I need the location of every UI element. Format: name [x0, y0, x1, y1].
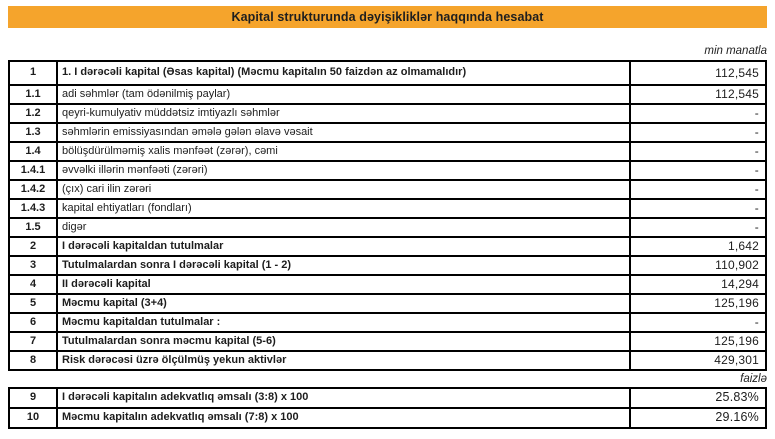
row-value-cell: 1,642	[630, 237, 766, 256]
row-number-cell: 9	[9, 388, 57, 408]
row-label-cell: əvvəlki illərin mənfəəti (zərəri)	[57, 161, 630, 180]
row-label-cell: digər	[57, 218, 630, 237]
row-number-cell: 1.4.3	[9, 199, 57, 218]
table-row	[9, 218, 766, 237]
row-number-cell: 7	[9, 332, 57, 351]
row-number-cell: 3	[9, 256, 57, 275]
row-value-cell: 112,545	[630, 85, 766, 104]
row-value-cell: -	[630, 199, 766, 218]
table-row	[9, 199, 766, 218]
row-label-cell: I dərəcəli kapitalın adekvatlıq əmsalı (3:8) x 100	[57, 388, 630, 408]
report-title-bar	[8, 6, 767, 28]
row-label-cell: Məcmu kapital (3+4)	[57, 294, 630, 313]
table-row	[9, 104, 766, 123]
row-number-cell: 1.4	[9, 142, 57, 161]
row-label-cell: Tutulmalardan sonra məcmu kapital (5-6)	[57, 332, 630, 351]
table-row	[9, 237, 766, 256]
row-number-cell: 10	[9, 408, 57, 428]
row-number-cell: 1.3	[9, 123, 57, 142]
table-row	[9, 294, 766, 313]
row-number-cell: 1.4.1	[9, 161, 57, 180]
row-value-cell: 125,196	[630, 294, 766, 313]
row-label-cell: kapital ehtiyatları (fondları)	[57, 199, 630, 218]
row-number-cell: 8	[9, 351, 57, 370]
row-label-cell: Məcmu kapitalın adekvatlıq əmsalı (7:8) x 100	[57, 408, 630, 428]
row-label-cell: səhmlərin emissiyasından əmələ gələn əlavə vəsait	[57, 123, 630, 142]
row-value-cell: 110,902	[630, 256, 766, 275]
table-row	[9, 275, 766, 294]
table-row	[9, 142, 766, 161]
row-number-cell: 1.4.2	[9, 180, 57, 199]
table-row	[9, 180, 766, 199]
table-row	[9, 388, 766, 408]
row-value-cell: -	[630, 142, 766, 161]
table-row	[9, 161, 766, 180]
table-row	[9, 61, 766, 85]
row-label-cell: adi səhmlər (tam ödənilmiş paylar)	[57, 85, 630, 104]
row-value-cell: 14,294	[630, 275, 766, 294]
row-value-cell: -	[630, 123, 766, 142]
row-label-cell: I dərəcəli kapitaldan tutulmalar	[57, 237, 630, 256]
row-label-cell: qeyri-kumulyativ müddətsiz imtiyazlı səhmlər	[57, 104, 630, 123]
row-label-cell: Tutulmalardan sonra I dərəcəli kapital (1 - 2)	[57, 256, 630, 275]
page-title: Kapital strukturunda dəyişikliklər haqqında hesabat	[231, 10, 544, 24]
capital-table	[8, 60, 767, 371]
table-row	[9, 85, 766, 104]
row-value-cell: 112,545	[630, 61, 766, 85]
row-number-cell: 1.1	[9, 85, 57, 104]
table-row	[9, 313, 766, 332]
row-value-cell: -	[630, 161, 766, 180]
row-number-cell: 4	[9, 275, 57, 294]
row-number-cell: 1.2	[9, 104, 57, 123]
row-value-cell: 429,301	[630, 351, 766, 370]
row-value-cell: -	[630, 180, 766, 199]
ratio-table	[8, 387, 767, 429]
row-label-cell: II dərəcəli kapital	[57, 275, 630, 294]
row-number-cell: 1	[9, 61, 57, 85]
table-row	[9, 408, 766, 428]
row-value-cell: 29.16%	[630, 408, 766, 428]
unit-note-faizle: faizlə	[740, 373, 767, 385]
table-row	[9, 332, 766, 351]
row-value-cell: -	[630, 218, 766, 237]
row-label-cell: bölüşdürülməmiş xalis mənfəət (zərər), cəmi	[57, 142, 630, 161]
row-value-cell: 25.83%	[630, 388, 766, 408]
row-number-cell: 6	[9, 313, 57, 332]
table-row	[9, 256, 766, 275]
row-number-cell: 5	[9, 294, 57, 313]
row-number-cell: 1.5	[9, 218, 57, 237]
row-number-cell: 2	[9, 237, 57, 256]
row-label-cell: 1. I dərəcəli kapital (Əsas kapital) (Məcmu kapitalın 50 faizdən az olmamalıdır)	[57, 61, 630, 85]
row-value-cell: -	[630, 313, 766, 332]
unit-note-min-manatla: min manatla	[704, 45, 767, 57]
table-row	[9, 351, 766, 370]
table-row	[9, 123, 766, 142]
row-label-cell: (çıx) cari ilin zərəri	[57, 180, 630, 199]
row-label-cell: Məcmu kapitaldan tutulmalar :	[57, 313, 630, 332]
row-value-cell: -	[630, 104, 766, 123]
row-label-cell: Risk dərəcəsi üzrə ölçülmüş yekun aktivlər	[57, 351, 630, 370]
row-value-cell: 125,196	[630, 332, 766, 351]
